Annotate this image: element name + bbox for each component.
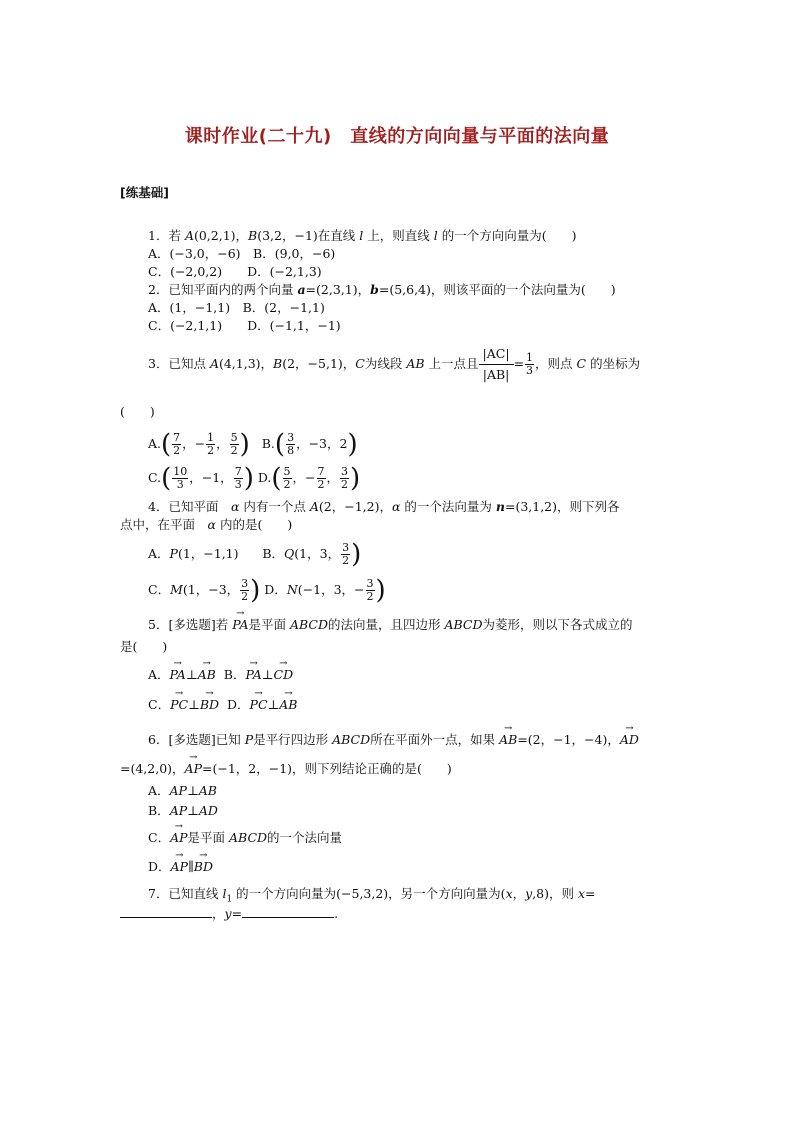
option-a-value: (1，−1,1) (177, 546, 239, 561)
numerator: 5 (230, 431, 238, 444)
vector-n: n (495, 499, 505, 514)
plane-abcd: ABCD (289, 617, 328, 632)
separator: ， (326, 470, 340, 485)
question-7-stem-line2 (120, 905, 338, 923)
option-c-text: 的一个法向量 (267, 830, 343, 845)
numerator: 3 (241, 577, 249, 590)
equals: = (231, 906, 243, 921)
text: ，则点 (535, 356, 577, 371)
point-n: N (286, 582, 298, 597)
text: =(3,1,2)，则下列各 (504, 499, 620, 514)
option-c-mid: ，−1， (189, 470, 233, 485)
fraction (340, 466, 349, 491)
text: 4．已知平面 (148, 499, 231, 514)
question-3-options-ab (148, 428, 358, 460)
vector: → PC (250, 696, 268, 714)
text: ， (512, 886, 526, 901)
fraction-one-third (525, 352, 534, 377)
text: 5．[多选题]若 (148, 617, 233, 632)
fraction (234, 466, 243, 491)
perp-symbol: ⊥ (188, 697, 200, 712)
numerator: 3 (287, 431, 295, 444)
option-b-label: B. (261, 436, 275, 451)
point-c: C (576, 356, 587, 371)
option-c-label: C． (148, 582, 171, 597)
vector: → BD (200, 696, 219, 714)
page-title: 课时作业(二十九) 直线的方向向量与平面的法向量 (184, 126, 610, 147)
vector-a: a (297, 282, 306, 297)
fraction (172, 466, 188, 491)
vector: → PC (170, 696, 188, 714)
separator: ，− (182, 436, 206, 451)
numerator: 3 (341, 465, 349, 478)
text: 内的是( ) (215, 517, 293, 532)
fraction (317, 466, 326, 491)
point-p: P (169, 546, 178, 561)
plane-alpha: α (207, 517, 216, 532)
fraction (240, 578, 249, 603)
fraction (283, 466, 292, 491)
option-d-label: D． (264, 582, 287, 597)
plane-alpha: α (391, 499, 401, 514)
right-paren: ) (350, 463, 361, 494)
period: . (334, 906, 339, 921)
var-y: y (224, 906, 232, 921)
denominator: 2 (341, 478, 349, 491)
option-b-label: B． (262, 546, 285, 561)
separator: ， (216, 436, 229, 451)
point-c: C (355, 356, 365, 371)
right-paren: ) (351, 539, 362, 570)
fraction (206, 432, 215, 457)
right-paren: ) (347, 429, 358, 460)
point-a: A (184, 228, 194, 243)
point-a: A (209, 356, 219, 371)
question-1-options-ab: A．(−3,0，−6) B．(9,0，−6) (148, 246, 336, 261)
point-m: M (170, 582, 183, 597)
option-c-value: (1，−3， (182, 582, 240, 597)
line-l: l (359, 228, 364, 243)
question-2-options-cd: C．(−2,1,1) D．(−1,1，−1) (148, 318, 341, 333)
plane-abcd: ABCD (229, 830, 268, 845)
question-4-options-cd (148, 574, 386, 606)
text: ,8)，则 (532, 886, 578, 901)
question-3-answer-blank: ( ) (120, 404, 155, 419)
fraction (230, 432, 239, 457)
fraction (366, 578, 375, 603)
ratio-fraction (479, 344, 514, 385)
left-paren: ( (161, 429, 172, 460)
vector-ab: → AB (499, 731, 517, 749)
text: ， (212, 906, 225, 921)
option-d-label: D. (257, 470, 272, 485)
question-5-options-cd (148, 696, 298, 714)
vector: → CD (274, 666, 294, 684)
text: 的法向量，且四边形 (328, 617, 445, 632)
option-a-label: A. (148, 436, 162, 451)
option-a-label: A． (148, 667, 170, 682)
vector: → AB (198, 666, 216, 684)
point-b: B (273, 356, 283, 371)
vector-b: b (370, 282, 379, 297)
text: 6．[多选题]已知 (148, 732, 245, 747)
parallel-symbol: ∥ (187, 859, 194, 874)
numerator: 7 (317, 465, 325, 478)
option-c-label: C． (148, 697, 171, 712)
text: 所在平面外一点，如果 (370, 732, 500, 747)
question-6-option-a (148, 782, 217, 800)
right-paren: ) (375, 575, 386, 606)
equals: = (585, 886, 596, 901)
denominator: 2 (207, 444, 215, 457)
numerator: 5 (283, 465, 291, 478)
option-d-label: D． (227, 697, 250, 712)
numerator: 1 (526, 351, 534, 364)
numerator: 7 (173, 431, 181, 444)
quad-abcd: ABCD (332, 732, 371, 747)
question-3-stem (148, 344, 640, 385)
text: =(5,6,4)，则该平面的一个法向量为( ) (378, 282, 616, 297)
text: =(−1，2，−1)，则下列结论正确的是( ) (202, 761, 452, 776)
left-paren: ( (274, 429, 286, 460)
option-b-text: AP⊥AD (169, 803, 218, 818)
answer-blank-x[interactable] (120, 905, 212, 918)
subscript: 1 (226, 894, 233, 905)
text: 为菱形，则以下各式成立的 (482, 617, 633, 632)
perp-symbol: ⊥ (261, 667, 274, 682)
text: (2，−1,2)， (318, 499, 392, 514)
text: =(4,2,0)， (120, 761, 185, 776)
line-l: l (433, 228, 438, 243)
plane-alpha: α (230, 499, 240, 514)
vector-ap: → AP (185, 760, 202, 778)
text: 内有一个点 (239, 499, 310, 514)
option-a-label: A． (148, 546, 170, 561)
question-4-stem-line1 (148, 498, 620, 516)
denominator: 2 (317, 478, 325, 491)
var-y: y (525, 886, 533, 901)
question-6-option-d (148, 858, 213, 876)
text: 上一点且 (424, 356, 479, 371)
question-6-option-c (148, 829, 342, 847)
question-3-options-cd (148, 462, 360, 494)
left-paren: ( (271, 463, 282, 494)
denominator: 8 (287, 444, 295, 457)
fraction (286, 432, 295, 457)
question-5-stem-line2: 是( ) (120, 639, 168, 654)
vector: → PA (170, 666, 186, 684)
denominator: 2 (283, 478, 291, 491)
vector-ap: → AP (170, 829, 187, 847)
ratio-numerator: |AC| (479, 344, 514, 365)
denominator: 3 (526, 364, 534, 377)
text: 上，则直线 (363, 228, 434, 243)
text: (3,2，−1)在直线 (257, 228, 360, 243)
option-c-label: C. (148, 470, 162, 485)
left-paren: ( (161, 463, 172, 494)
question-4-stem-line2 (120, 516, 292, 534)
text: 3．已知点 (148, 356, 210, 371)
numerator: 10 (173, 465, 188, 478)
numerator: 3 (342, 541, 350, 554)
numerator: 1 (207, 431, 215, 444)
option-d-value: (−1，3，− (297, 582, 365, 597)
denominator: 3 (176, 478, 184, 491)
question-2-stem (148, 281, 616, 299)
answer-blank-y[interactable] (242, 905, 334, 918)
text: 为线段 (364, 356, 407, 371)
vector: → AB (279, 696, 297, 714)
numerator: 7 (234, 465, 242, 478)
text: 点中，在平面 (120, 517, 208, 532)
text: 的一个方向向量为( ) (437, 228, 577, 243)
point-a: A (309, 499, 319, 514)
section-heading: [练基础] (120, 185, 169, 200)
text: 7．已知直线 (148, 886, 223, 901)
option-b-label: B． (223, 667, 246, 682)
vector-ap: → AP (171, 858, 188, 876)
option-b-value: (1，3， (294, 546, 341, 561)
right-paren: ) (250, 575, 261, 606)
equals: = (513, 356, 525, 371)
vector: → PA (245, 666, 261, 684)
option-c-text: 是平面 (187, 830, 230, 845)
question-2-options-ab: A．(1，−1,1) B．(2，−1,1) (148, 300, 325, 315)
right-paren: ) (243, 463, 254, 494)
text: (0,2,1)， (193, 228, 249, 243)
vector-bd: → BD (194, 858, 213, 876)
numerator: 3 (366, 577, 374, 590)
option-b-rest: ，−3，2 (296, 436, 348, 451)
perp-symbol: ⊥ (267, 697, 280, 712)
option-a-label: A． (148, 783, 170, 798)
text: 的坐标为 (586, 356, 641, 371)
question-1-stem (148, 227, 576, 245)
point-b: B (248, 228, 258, 243)
text: 2．已知平面内的两个向量 (148, 282, 298, 297)
question-4-options-ab (148, 538, 361, 570)
fraction (341, 542, 350, 567)
denominator: 2 (342, 554, 350, 567)
fraction (172, 432, 181, 457)
separator: ，− (292, 470, 316, 485)
ratio-denominator: |AB| (482, 367, 510, 382)
option-b-label: B． (148, 803, 170, 818)
var-x: x (577, 886, 586, 901)
denominator: 2 (173, 444, 181, 457)
question-5-stem-line1 (148, 616, 633, 634)
var-x: x (505, 886, 513, 901)
denominator: 2 (366, 590, 374, 603)
right-paren: ) (239, 429, 250, 460)
vector-ad: → AD (620, 731, 639, 749)
text: 的一个法向量为 (400, 499, 496, 514)
segment-ab: AB (406, 356, 425, 371)
question-5-options-ab (148, 666, 293, 684)
quad-abcd: ABCD (444, 617, 483, 632)
text: (4,1,3)， (218, 356, 274, 371)
text: 是平面 (248, 617, 290, 632)
question-1-options-cd: C．(−2,0,2) D．(−2,1,3) (148, 264, 322, 279)
denominator: 2 (230, 444, 238, 457)
text: 的一个方向向量为(−5,3,2)，另一个方向向量为( (232, 886, 506, 901)
perp-symbol: ⊥ (185, 667, 198, 682)
vector-pa: → PA (232, 616, 248, 634)
point-q: Q (284, 546, 295, 561)
option-c-label: C． (148, 830, 171, 845)
text: =(2，−1，−4)， (517, 732, 620, 747)
text: 是平行四边形 (253, 732, 333, 747)
question-6-stem-line1 (148, 731, 639, 749)
denominator: 3 (234, 478, 242, 491)
option-a-text: AP⊥AB (169, 783, 217, 798)
text: =(2,3,1)， (305, 282, 371, 297)
text: (2，−5,1)， (282, 356, 356, 371)
denominator: 2 (241, 590, 249, 603)
option-d-label: D． (148, 859, 171, 874)
text: 1．若 (148, 228, 185, 243)
point-p: P (244, 732, 254, 747)
line-l1: l (222, 886, 227, 901)
question-6-stem-line2 (120, 760, 452, 778)
